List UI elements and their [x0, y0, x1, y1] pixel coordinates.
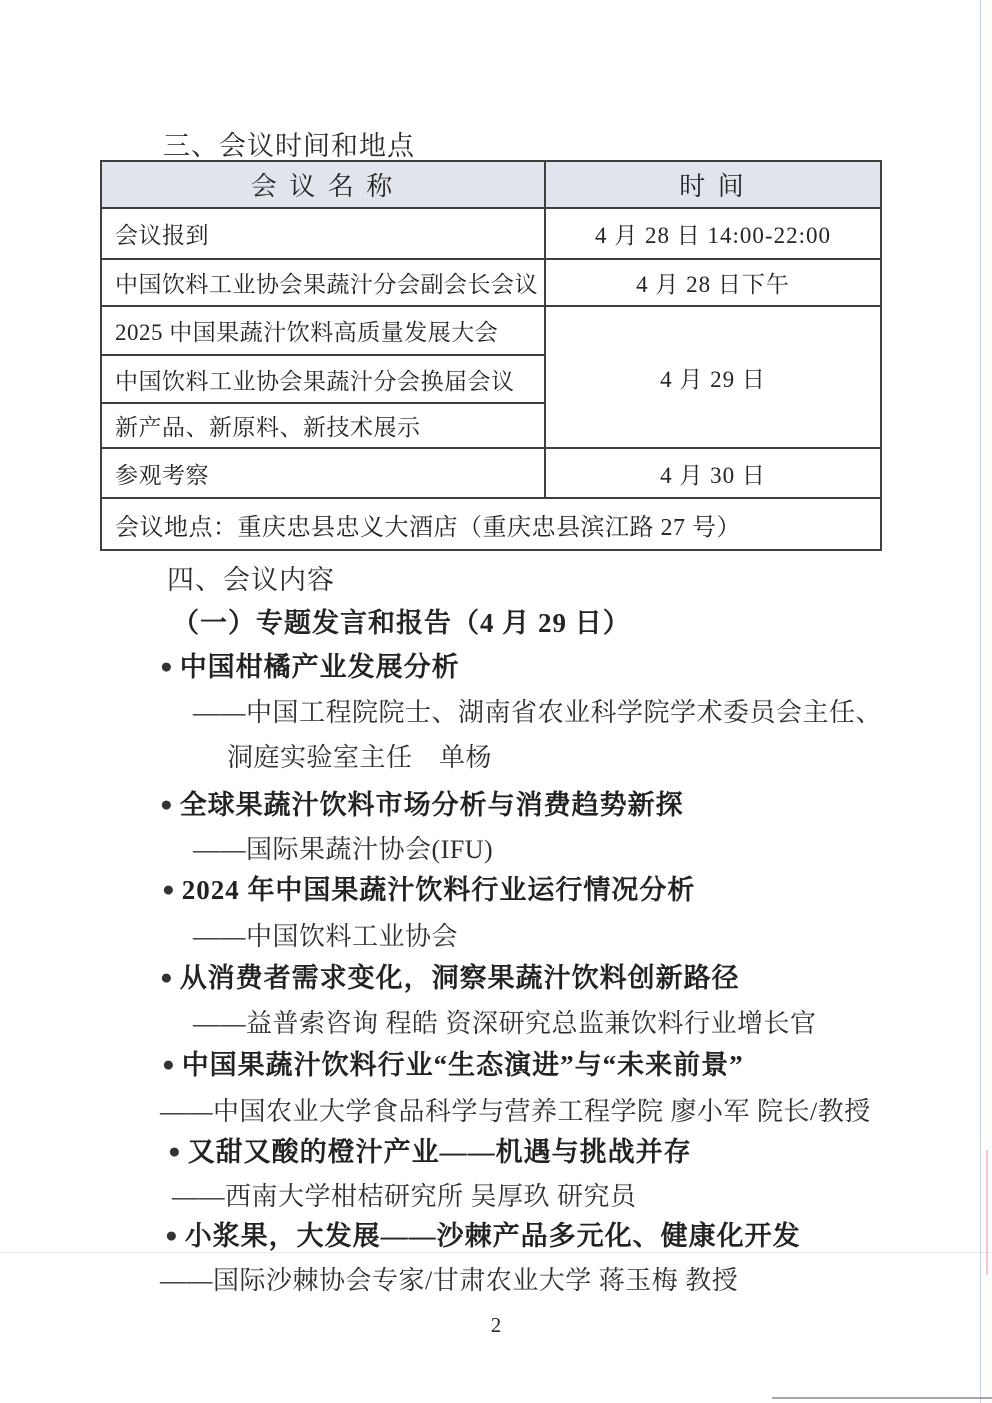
- name-cell: 参观考察: [101, 448, 545, 498]
- section4-heading: 四、会议内容: [167, 565, 335, 595]
- header-cell-name: 会 议 名 称: [101, 161, 545, 208]
- table-row: [101, 208, 881, 259]
- name-cell: 2025 中国果蔬汁饮料高质量发展大会: [101, 306, 545, 355]
- table-header-row: [101, 161, 881, 208]
- name-cell: 中国饮料工业协会果蔬汁分会副会长会议: [101, 259, 545, 306]
- agenda-speaker: ——国际果蔬汁协会(IFU): [193, 835, 494, 864]
- topic-text: 小浆果，大发展——沙棘产品多元化、健康化开发: [184, 1221, 801, 1251]
- agenda-speaker: ——中国工程院院士、湖南省农业科学院学术委员会主任、: [193, 698, 883, 727]
- agenda-topic: [162, 868, 695, 907]
- conference-schedule-table: [100, 160, 882, 551]
- name-cell: 中国饮料工业协会果蔬汁分会换届会议: [101, 355, 545, 403]
- subsection-heading: （一）专题发言和报告（4 月 29 日）: [172, 608, 631, 638]
- table-row: [101, 448, 881, 498]
- time-cell: 4 月 28 日 14:00-22:00: [545, 208, 881, 259]
- topic-text: 又甜又酸的橙汁产业——机遇与挑战并存: [187, 1137, 692, 1167]
- bullet-icon: ●: [160, 965, 174, 989]
- scan-artifact-vertical-line: [980, 0, 981, 1403]
- agenda-topic: [160, 783, 684, 822]
- header-cell-time: 时 间: [545, 161, 881, 208]
- name-cell: 新产品、新原料、新技术展示: [101, 403, 545, 448]
- bullet-icon: ●: [168, 1139, 182, 1163]
- bullet-icon: ●: [162, 877, 176, 901]
- table-row: [101, 259, 881, 306]
- agenda-speaker-continuation: 洞庭实验室主任 单杨: [227, 743, 493, 772]
- topic-text: 中国柑橘产业发展分析: [179, 652, 460, 682]
- agenda-speaker: ——益普索咨询 程皓 资深研究总监兼饮料行业增长官: [193, 1009, 817, 1038]
- agenda-speaker: ——西南大学柑桔研究所 吴厚玖 研究员: [172, 1182, 637, 1211]
- name-cell: 会议报到: [101, 208, 545, 259]
- time-cell-merged: 4 月 29 日: [545, 306, 881, 448]
- agenda-topic: [160, 645, 460, 684]
- agenda-topic: [165, 1214, 801, 1253]
- agenda-speaker: ——中国饮料工业协会: [193, 922, 459, 951]
- topic-text: 中国果蔬汁饮料行业“生态演进”与“未来前景”: [181, 1050, 744, 1080]
- bullet-icon: ●: [160, 792, 174, 816]
- bullet-icon: ●: [162, 1052, 176, 1076]
- agenda-topic: [168, 1130, 692, 1169]
- topic-text: 从消费者需求变化，洞察果蔬汁饮料创新路径: [179, 963, 740, 993]
- page-number: 2: [490, 1313, 502, 1337]
- topic-text: 2024 年中国果蔬汁饮料行业运行情况分析: [181, 875, 696, 905]
- scan-artifact-pink-line: [986, 1150, 988, 1275]
- scan-artifact-bottom-line: [772, 1397, 992, 1399]
- topic-text: 全球果蔬汁饮料市场分析与消费趋势新探: [179, 790, 684, 820]
- bullet-icon: ●: [160, 654, 174, 678]
- section3-heading: 三、会议时间和地点: [163, 131, 415, 161]
- agenda-speaker: ——中国农业大学食品科学与营养工程学院 廖小军 院长/教授: [160, 1097, 871, 1126]
- table-location-row: [101, 498, 881, 550]
- location-cell: 会议地点：重庆忠县忠义大酒店（重庆忠县滨江路 27 号）: [101, 498, 881, 550]
- time-cell: 4 月 28 日下午: [545, 259, 881, 306]
- bullet-icon: ●: [165, 1223, 179, 1247]
- table-row: [101, 306, 881, 355]
- agenda-speaker: ——国际沙棘协会专家/甘肃农业大学 蒋玉梅 教授: [160, 1266, 739, 1295]
- agenda-topic: [162, 1043, 744, 1082]
- agenda-topic: [160, 956, 740, 995]
- time-cell: 4 月 30 日: [545, 448, 881, 498]
